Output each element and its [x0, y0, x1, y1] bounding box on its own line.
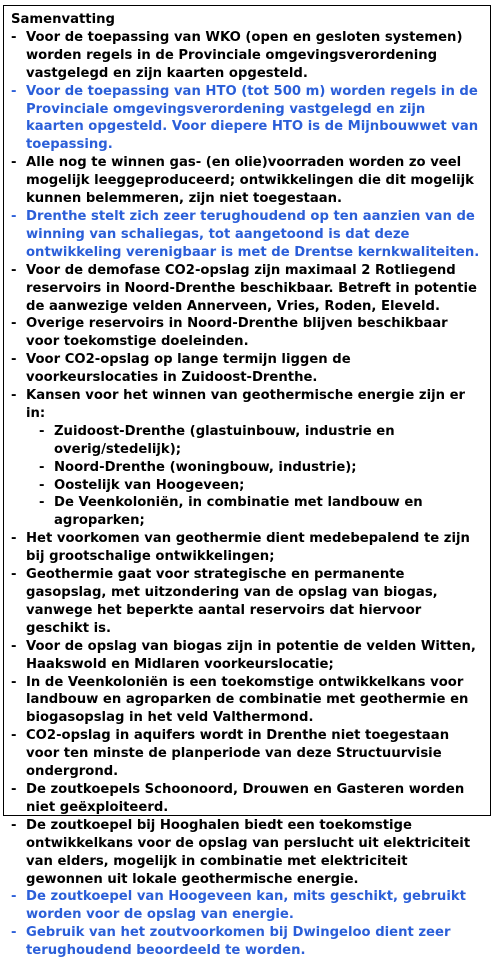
list-item-text: Kansen voor het winnen van geothermische energie zijn er in: [26, 388, 466, 421]
list-item-text: Overige reservoirs in Noord-Drenthe blijven beschikbaar voor toekomstige doeleinden. [26, 316, 448, 350]
list-item-co2-lange-termijn: - Voor CO2-opslag op lange termijn liggen de voorkeurslocaties in Zuidoost-Drenthe. [11, 352, 351, 386]
list-item-text: Het voorkomen van geothermie dient medebepalend te zijn bij grootschalige ontwikkelingen; [26, 531, 470, 565]
sublist-item-text: De Veenkoloniën, in combinatie met landbouw en agroparken; [54, 495, 423, 529]
list-item-text: Voor de opslag van biogas zijn in potentie de velden Witten, Haakswold en Midlaren voorkeurslocatie; [26, 638, 476, 672]
list-item-text: De zoutkoepel van Hoogeveen kan, mits geschikt, gebruikt worden voor de opslag van energie. [26, 889, 466, 923]
sublist-item-text: Noord-Drenthe (woningbouw, industrie); [54, 459, 357, 475]
sublist-item-text: Oostelijk van Hoogeveen; [54, 477, 245, 493]
list-item-schaliegas: - Drenthe stelt zich zeer terughoudend op ten aanzien van de winning van schaliegas, tot aangetoond is dat deze ontwikkeling verenigbaar is met de Drentse kernkwaliteiten. [11, 208, 480, 260]
list-item-text: Voor CO2-opslag op lange termijn liggen de voorkeurslocaties in Zuidoost-Drenthe. [26, 352, 351, 386]
list-item-text: De zoutkoepels Schoonoord, Drouwen en Gasteren worden niet geëxploiteerd. [26, 781, 465, 815]
list-item-hto: - Voor de toepassing van HTO (tot 500 m) worden regels in de Provinciale omgevingsverordening vastgelegd en zijn kaarten opgesteld. Voor diepere HTO is de Mijnbouwwet van toepassing. [11, 83, 479, 153]
list-item-text: De zoutkoepel bij Hooghalen biedt een toekomstige ontwikkelkans voor de opslag van perslucht uit elektriciteit van elders, mogelijk in combinatie met elektriciteit gewonnen uit lokale geothermische energie. [26, 817, 471, 887]
list-item-text: CO2-opslag in aquifers wordt in Drenthe niet toegestaan voor ten minste de planperiode van deze Structuurvisie ondergrond. [26, 728, 450, 780]
sublist-item: - Noord-Drenthe (woningbouw, industrie); [39, 459, 357, 475]
list-item-geothermie-gasopslag: - Geothermie gaat voor strategische en permanente gasopslag, met uitzondering van de opslag van biogas, vanwege het beperkte aantal reservoirs dat hiervoor geschikt is. [11, 567, 438, 636]
list-item-text: Voor de toepassing van HTO (tot 500 m) worden regels in de Provinciale omgevingsverordening vastgelegd en zijn kaarten opgesteld. Voor diepere HTO is de Mijnbouwwet van toepassing. [26, 83, 479, 153]
sublist-item: - Zuidoost-Drenthe (glastuinbouw, industrie en overig/stedelijk); [39, 423, 395, 457]
list-item-co2-demofase: - Voor de demofase CO2-opslag zijn maximaal 2 Rotliegend reservoirs in Noord-Drenthe beschikbaar. Betreft in potentie de aanwezige velden Annerveen, Vries, Roden, Eleveld. [11, 262, 477, 314]
list-item-overige-reservoirs: - Overige reservoirs in Noord-Drenthe blijven beschikbaar voor toekomstige doeleinden. [11, 316, 448, 350]
sublist-item: - De Veenkoloniën, in combinatie met landbouw en agroparken; [39, 495, 423, 529]
list-item-geothermie-medebepalend: - Het voorkomen van geothermie dient medebepalend te zijn bij grootschalige ontwikkelingen; [11, 531, 470, 565]
sublist-item: - Oostelijk van Hoogeveen; [39, 477, 245, 493]
list-item-zoutkoepels: - De zoutkoepels Schoonoord, Drouwen en Gasteren worden niet geëxploiteerd. [11, 781, 465, 815]
geothermie-sublist [26, 423, 485, 530]
sublist-item-text: Zuidoost-Drenthe (glastuinbouw, industrie en overig/stedelijk); [54, 423, 395, 457]
list-item-wko: - Voor de toepassing van WKO (open en gesloten systemen) worden regels in de Provinciale omgevingsverordening vastgelegd en zijn kaarten opgesteld. [11, 29, 463, 81]
list-item-text: Voor de demofase CO2-opslag zijn maximaal 2 Rotliegend reservoirs in Noord-Drenthe beschikbaar. Betreft in potentie de aanwezige velden Annerveen, Vries, Roden, Eleveld. [26, 262, 477, 314]
list-item-hooghalen: - De zoutkoepel bij Hooghalen biedt een toekomstige ontwikkelkans voor de opslag van perslucht uit elektriciteit van elders, mogelijk in combinatie met elektriciteit gewonnen uit lokale geothermische energie. [11, 817, 471, 887]
summary-content [11, 11, 485, 960]
list-item-veenkolonien: - In de Veenkoloniën is een toekomstige ontwikkelkans voor landbouw en agroparken de combinatie met geothermie en biogasopslag in het veld Valthermond. [11, 674, 469, 726]
list-item-biogas-opslag: - Voor de opslag van biogas zijn in potentie de velden Witten, Haakswold en Midlaren voorkeurslocatie; [11, 638, 476, 672]
summary-list [11, 29, 485, 960]
list-item-text: Drenthe stelt zich zeer terughoudend op ten aanzien van de winning van schaliegas, tot aangetoond is dat deze ontwikkeling verenigbaar is met de Drentse kernkwaliteiten. [26, 208, 480, 260]
list-item-dwingeloo: - Gebruik van het zoutvoorkomen bij Dwingeloo dient zeer terughoudend beoordeeld te worden. [11, 925, 451, 959]
list-item-text: Alle nog te winnen gas- (en olie)voorraden worden zo veel mogelijk leeggeproduceerd; ontwikkelingen die dit mogelijk kunnen belemmeren, zijn niet toegestaan. [26, 155, 474, 207]
list-item-geothermie-kansen: - Kansen voor het winnen van geothermische energie zijn er in: - Zuidoost-Drenthe (glastuinbouw, industrie en overig/stedelijk); - Noord-Drenthe (woningbouw, industrie); - Oostelijk van Hoogeveen; - De Veenkoloniën, in combinatie met landbouw en agroparken; [11, 387, 485, 530]
list-item-gas-olie: - Alle nog te winnen gas- (en olie)voorraden worden zo veel mogelijk leeggeproduceerd; ontwikkelingen die dit mogelijk kunnen belemmeren, zijn niet toegestaan. [11, 155, 474, 207]
list-item-co2-aquifers: - CO2-opslag in aquifers wordt in Drenthe niet toegestaan voor ten minste de planperiode van deze Structuurvisie ondergrond. [11, 728, 450, 780]
list-item-text: Voor de toepassing van WKO (open en gesloten systemen) worden regels in de Provinciale omgevingsverordening vastgelegd en zijn kaarten opgesteld. [26, 29, 463, 81]
list-item-text: In de Veenkoloniën is een toekomstige ontwikkelkans voor landbouw en agroparken de combinatie met geothermie en biogasopslag in het veld Valthermond. [26, 674, 469, 726]
list-item-text: Geothermie gaat voor strategische en permanente gasopslag, met uitzondering van de opslag van biogas, vanwege het beperkte aantal reservoirs dat hiervoor geschikt is. [26, 567, 438, 636]
list-item-text: Gebruik van het zoutvoorkomen bij Dwingeloo dient zeer terughoudend beoordeeld te worden. [26, 925, 451, 959]
summary-box [3, 5, 491, 959]
list-item-hoogeveen: - De zoutkoepel van Hoogeveen kan, mits geschikt, gebruikt worden voor de opslag van energie. [11, 889, 466, 923]
summary-title: Samenvatting [11, 12, 115, 27]
